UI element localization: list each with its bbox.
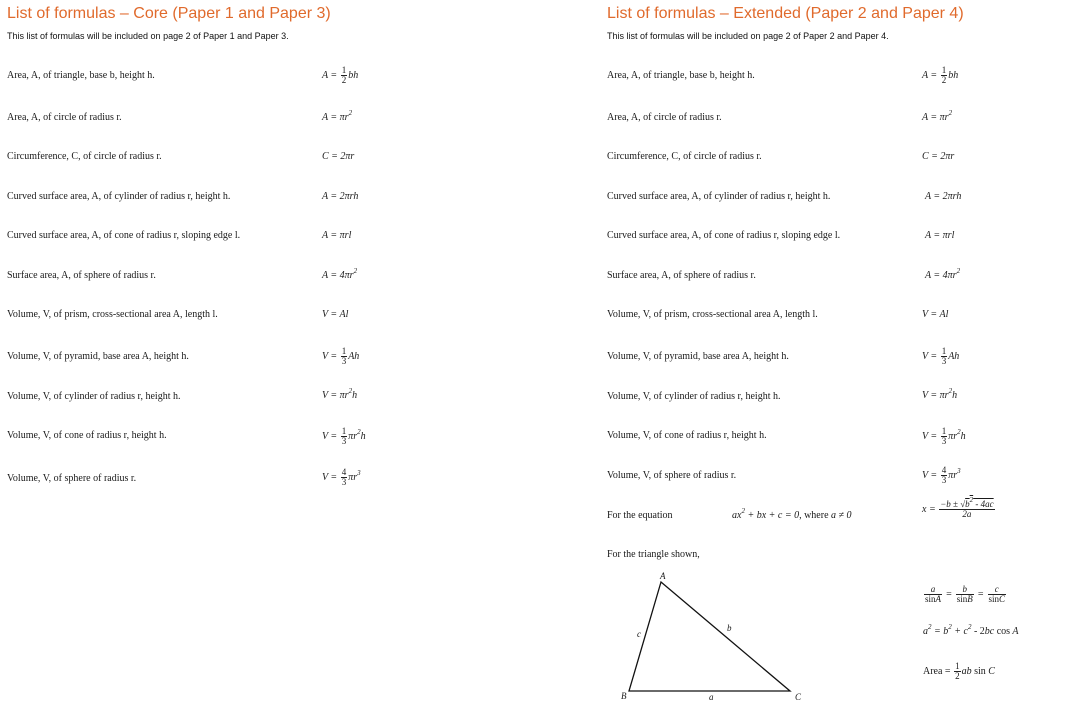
core-title: List of formulas – Core (Paper 1 and Paper 3) [7, 5, 331, 22]
core-row-label: Volume, V, of cylinder of radius r, height h. [7, 391, 181, 402]
core-row-formula: V = $\frac{1}{3}$ $\pi r^2h$ [322, 426, 366, 446]
core-row-label: Circumference, C, of circle of radius r. [7, 151, 162, 162]
core-row-formula: A = 2πrh [322, 191, 359, 202]
extended-title: List of formulas – Extended (Paper 2 and Paper 4) [607, 5, 964, 22]
extended-column [600, 0, 1080, 706]
ext-row-label: Volume, V, of pyramid, base area A, height h. [607, 351, 789, 362]
core-row-formula: $A = \pi r^2$ [322, 109, 353, 123]
ext-row-formula: V = $\frac{1}{3}$ $\pi r^2h$ [922, 426, 966, 446]
ext-row-formula: $A = 4\pi r^2$ [925, 267, 961, 281]
ext-row-label: Volume, V, of cylinder of radius r, height h. [607, 391, 781, 402]
side-c-label: c [637, 629, 641, 639]
ext-row-formula: A = πrl [925, 230, 955, 241]
ext-row-formula: A = 2πrh [925, 191, 962, 202]
ext-row-formula: A = $\frac{1}{2}$ bh [922, 65, 959, 85]
core-row-formula: C = 2πr [322, 151, 355, 162]
quadratic-label: For the equation [607, 510, 673, 521]
core-row-label: Curved surface area, A, of cylinder of radius r, height h. [7, 191, 231, 202]
side-a-label: a [709, 692, 714, 702]
quadratic-solution: x = $\frac{-b \pm √b^2 - 4ac}{2a}$ [922, 496, 994, 519]
triangle-label: For the triangle shown, [607, 549, 700, 560]
ext-row-label: Circumference, C, of circle of radius r. [607, 151, 762, 162]
core-row-label: Surface area, A, of sphere of radius r. [7, 270, 156, 281]
core-row-formula: V = Al [322, 309, 349, 320]
core-row-formula: $V = \pi r^2h$ [322, 387, 358, 401]
ext-row-formula: $A = \pi r^2$ [922, 109, 953, 123]
ext-row-formula: $V = \pi r^2h$ [922, 387, 958, 401]
core-row-label: Curved surface area, A, of cone of radius r, sloping edge l. [7, 230, 241, 241]
cosine-rule: $a^2 = b^2 + c^2 - 2bc$ cos A [923, 623, 1019, 637]
ext-row-label: Surface area, A, of sphere of radius r. [607, 270, 756, 281]
core-row-formula: V = $\frac{1}{3}$ Ah [322, 346, 360, 366]
core-row-label: Volume, V, of cone of radius r, height h. [7, 430, 167, 441]
core-row-label: Volume, V, of prism, cross-sectional area A, length l. [7, 309, 218, 320]
ext-row-label: Volume, V, of prism, cross-sectional area A, length l. [607, 309, 818, 320]
vertex-c-label: C [795, 692, 802, 702]
ext-row-formula: V = Al [922, 309, 949, 320]
sine-rule: $\frac{a}{\sin A}$ = $\frac{b}{\sin B}$ = $\frac{c}{\sin C}$ [925, 584, 1006, 604]
core-row-formula: $A = 4\pi r^2$ [322, 267, 358, 281]
vertex-a-label: A [660, 571, 666, 581]
triangle-diagram [618, 578, 798, 696]
side-b-label: b [727, 623, 732, 633]
ext-row-formula: V = $\frac{1}{3}$ Ah [922, 346, 960, 366]
core-row-label: Area, A, of triangle, base b, height h. [7, 70, 155, 81]
core-subtitle: This list of formulas will be included on page 2 of Paper 1 and Paper 3. [7, 31, 289, 41]
core-row-formula: A = πrl [322, 230, 352, 241]
ext-row-label: Volume, V, of cone of radius r, height h. [607, 430, 767, 441]
extended-subtitle: This list of formulas will be included on page 2 of Paper 2 and Paper 4. [607, 31, 889, 41]
quadratic-equation: $ax^2$ + bx + c = 0, where a ≠ 0 [732, 507, 852, 521]
core-row-formula: A = $\frac{1}{2}$ bh [322, 65, 359, 85]
core-row-label: Volume, V, of sphere of radius r. [7, 473, 137, 484]
core-row-formula: V = $\frac{4}{3}$ $\pi r^3$ [322, 467, 361, 487]
ext-row-label: Volume, V, of sphere of radius r. [607, 470, 737, 481]
vertex-b-label: B [621, 691, 627, 701]
ext-row-label: Area, A, of triangle, base b, height h. [607, 70, 755, 81]
triangle-area-rule: Area = $\frac{1}{2}$ ab sin C [923, 661, 995, 681]
ext-row-label: Area, A, of circle of radius r. [607, 112, 722, 123]
core-row-label: Volume, V, of pyramid, base area A, height h. [7, 351, 189, 362]
ext-row-label: Curved surface area, A, of cone of radius r, sloping edge l. [607, 230, 841, 241]
core-row-label: Area, A, of circle of radius r. [7, 112, 122, 123]
ext-row-formula: C = 2πr [922, 151, 955, 162]
ext-row-formula: V = $\frac{4}{3}$ $\pi r^3$ [922, 465, 961, 485]
ext-row-label: Curved surface area, A, of cylinder of radius r, height h. [607, 191, 831, 202]
